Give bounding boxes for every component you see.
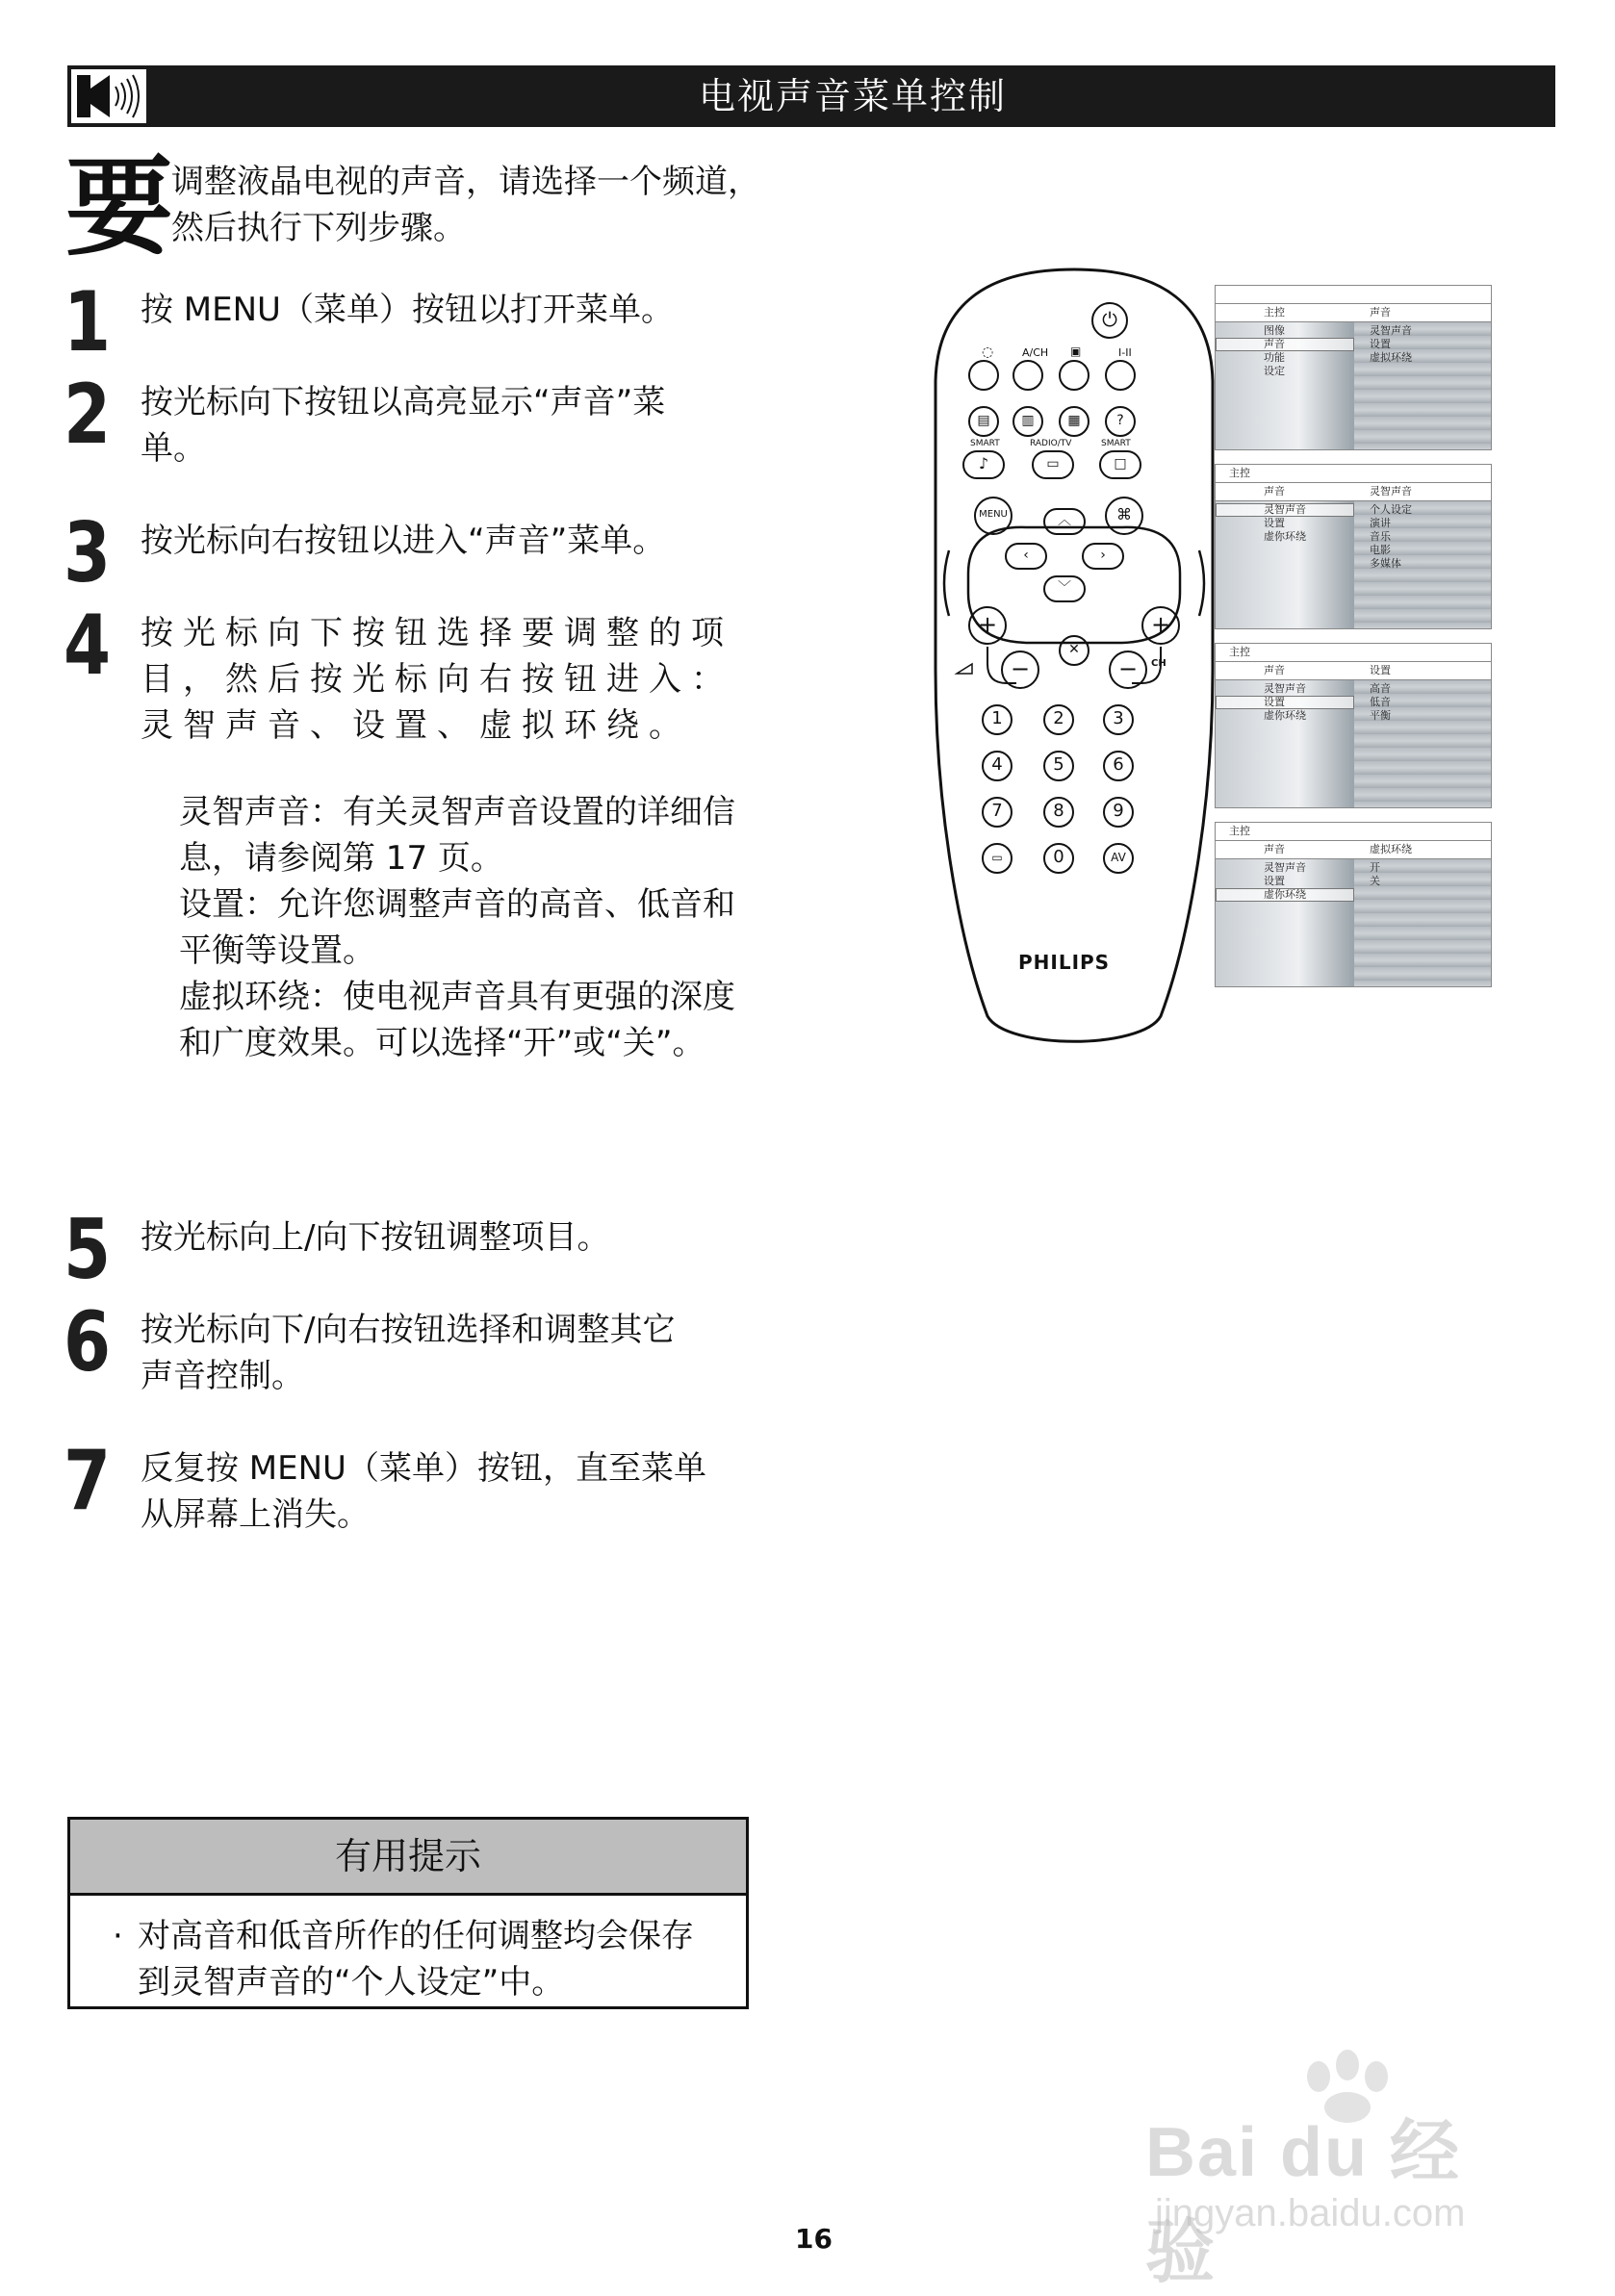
menu-topbar: 主控 — [1216, 465, 1491, 483]
subnote-virtual-surround: 虚拟环绕：使电视声音具有更强的深度和广度效果。可以选择“开”或“关”。 — [179, 978, 735, 1062]
step-text: 反复按 MENU（菜单）按钮，直至菜单 从屏幕上消失。 — [141, 1449, 706, 1534]
menu-item: 虚你环绕 — [1264, 888, 1306, 901]
digit-button-0[interactable]: 0 — [1043, 843, 1074, 874]
digit-button-9[interactable]: 9 — [1103, 797, 1134, 828]
menu-item: 设置 — [1264, 517, 1285, 529]
menu-screen-3 — [1215, 643, 1492, 808]
menu-topbar: 主控 — [1216, 823, 1491, 841]
menu-item: 声音 — [1264, 338, 1285, 350]
watermark-brand: Bai du 经验 — [1145, 2114, 1462, 2291]
menu-header — [1216, 304, 1491, 322]
smart-label: SMART — [1101, 439, 1131, 448]
step-text: 按光标向下按钮选择要调整的项 目，然后按光标向右按钮进入： 灵智声音、设置、虚拟环绕。 — [141, 614, 733, 745]
power-button[interactable]: ⏻ — [1091, 302, 1128, 339]
step-text: 按光标向上/向下按钮调整项目。 — [141, 1218, 610, 1257]
cursor-up-button[interactable]: ︿ — [1043, 508, 1086, 535]
tip-box — [67, 1817, 749, 2009]
menu-screen-1 — [1215, 285, 1492, 450]
ach-label: A/CH — [1022, 346, 1049, 359]
step-number: 3 — [64, 505, 112, 601]
cursor-right-button[interactable]: › — [1082, 543, 1124, 570]
smart-picture-button[interactable]: □ — [1099, 450, 1141, 479]
menu-item: 设置 — [1264, 875, 1285, 887]
digit-button-6[interactable]: 6 — [1103, 751, 1134, 781]
fullscreen-button[interactable]: ⌘ — [1105, 497, 1143, 535]
menu-item: 灵智声音 — [1264, 861, 1306, 874]
smart-label: SMART — [970, 439, 1000, 448]
remote-control-illustration — [930, 266, 1218, 1060]
digit-button-2[interactable]: 2 — [1043, 704, 1074, 735]
step-text: 按光标向右按钮以进入“声音”菜单。 — [141, 522, 666, 560]
header-bar — [67, 65, 1555, 127]
menu-header-left: 声音 — [1264, 664, 1285, 676]
menu-header — [1216, 483, 1491, 501]
tip-bullet: · — [113, 1917, 123, 1955]
step-number: 2 — [64, 367, 112, 463]
tip-text: 对高音和低音所作的任何调整均会保存到灵智声音的“个人设定”中。 — [138, 1917, 694, 2002]
menu-topbar: 主控 — [1216, 644, 1491, 662]
menu-item: 关 — [1370, 875, 1380, 887]
page-number: 16 — [795, 2223, 833, 2255]
circle-button[interactable] — [1105, 360, 1136, 391]
speaker-icon — [67, 65, 150, 127]
cursor-down-button[interactable]: ﹀ — [1043, 575, 1086, 602]
av-button[interactable]: AV — [1103, 843, 1134, 874]
page-title: 电视声音菜单控制 — [698, 75, 1007, 117]
digit-button-4[interactable]: 4 — [982, 751, 1013, 781]
menu-item: 开 — [1370, 861, 1380, 874]
step-number: 1 — [64, 274, 112, 370]
menu-topbar — [1216, 286, 1491, 304]
cursor-left-button[interactable]: ‹ — [1005, 543, 1047, 570]
menu-item: 平衡 — [1370, 709, 1391, 722]
menu-item: 设置 — [1264, 696, 1285, 708]
smart-sound-button[interactable]: ♪ — [962, 450, 1005, 479]
help-button[interactable]: ? — [1105, 406, 1136, 437]
channel-down-button[interactable]: − — [1109, 651, 1147, 689]
digit-button-5[interactable]: 5 — [1043, 751, 1074, 781]
menu-item: 电影 — [1370, 544, 1391, 556]
menu-highlight — [1216, 338, 1354, 351]
subnote-settings: 设置：允许您调整声音的高音、低音和平衡等设置。 — [179, 885, 735, 970]
menu-item: 灵智声音 — [1264, 503, 1306, 516]
previous-channel-button[interactable]: ▭ — [982, 843, 1013, 874]
radio-tv-button[interactable]: ▭ — [1032, 450, 1074, 479]
menu-item: 设置 — [1370, 338, 1391, 350]
step-text: 按光标向下按钮以高亮显示“声音”菜 单。 — [141, 383, 666, 468]
digit-button-7[interactable]: 7 — [982, 797, 1013, 828]
watermark — [1145, 2048, 1530, 2291]
watermark-url: jingyan.baidu.com — [1155, 2192, 1466, 2234]
text-button[interactable]: ▦ — [1059, 406, 1089, 437]
step-number: 5 — [64, 1202, 112, 1298]
menu-header-right: 设置 — [1370, 664, 1391, 676]
digit-button-1[interactable]: 1 — [982, 704, 1013, 735]
menu-item: 设定 — [1264, 365, 1285, 377]
i-ii-label: I-II — [1118, 346, 1132, 359]
digit-button-8[interactable]: 8 — [1043, 797, 1074, 828]
radio-tv-label: RADIO/TV — [1030, 439, 1072, 448]
step-number: 4 — [64, 598, 112, 694]
volume-down-button[interactable]: − — [1001, 651, 1039, 689]
sleep-icon: ◌ — [982, 344, 994, 360]
menu-header-right: 虚拟环绕 — [1370, 843, 1412, 855]
menu-item: 演讲 — [1370, 517, 1391, 529]
menu-highlight — [1216, 696, 1354, 709]
menu-screen-4 — [1215, 822, 1492, 987]
menu-header-left: 声音 — [1264, 485, 1285, 497]
brand-logo: PHILIPS — [1018, 951, 1111, 974]
menu-item: 多媒体 — [1370, 557, 1401, 570]
intro-text: 调整液晶电视的声音，请选择一个频道，然后执行下列步骤。 — [171, 163, 760, 247]
screen-format-icon: ▣ — [1070, 344, 1082, 358]
step-text: 按光标向下/向右按钮选择和调整其它 声音控制。 — [141, 1311, 676, 1395]
menu-header — [1216, 841, 1491, 859]
menu-header-left: 主控 — [1264, 306, 1285, 319]
circle-button[interactable] — [1059, 360, 1089, 391]
menu-item: 功能 — [1264, 351, 1285, 364]
menu-header-left: 声音 — [1264, 843, 1285, 855]
menu-header-right: 声音 — [1370, 306, 1391, 319]
circle-button[interactable] — [1013, 360, 1043, 391]
intro-dropcap: 要 — [65, 145, 173, 270]
step-number: 6 — [64, 1294, 112, 1390]
menu-item: 灵智声音 — [1264, 682, 1306, 695]
step-number: 7 — [64, 1433, 112, 1529]
menu-item: 灵智声音 — [1370, 324, 1412, 337]
menu-screen-2 — [1215, 464, 1492, 629]
menu-item: 低音 — [1370, 696, 1391, 708]
step-text: 按 MENU（菜单）按钮以打开菜单。 — [141, 291, 674, 329]
tip-body — [70, 1896, 746, 2005]
teletext-button[interactable]: ▤ — [968, 406, 999, 437]
menu-item: 个人设定 — [1370, 503, 1412, 516]
mute-button[interactable]: ✕ — [1059, 635, 1089, 666]
digit-button-3[interactable]: 3 — [1103, 704, 1134, 735]
subnotes — [179, 789, 756, 1066]
menu-header-right: 灵智声音 — [1370, 485, 1412, 497]
menu-item: 虚你环绕 — [1264, 530, 1306, 543]
ch-label: CH — [1151, 658, 1166, 669]
menu-button[interactable]: MENU — [974, 497, 1013, 535]
menu-item: 虚你环绕 — [1264, 709, 1306, 722]
tip-title: 有用提示 — [70, 1820, 746, 1896]
menu-item: 音乐 — [1370, 530, 1391, 543]
volume-up-button[interactable]: + — [968, 606, 1007, 645]
circle-button[interactable] — [968, 360, 999, 391]
subnote-smart-sound: 灵智声音：有关灵智声音设置的详细信息，请参阅第 17 页。 — [179, 793, 735, 878]
menu-item: 图像 — [1264, 324, 1285, 337]
menu-item: 虚拟环绕 — [1370, 351, 1412, 364]
channel-up-button[interactable]: + — [1141, 606, 1180, 645]
mix-button[interactable]: ▥ — [1013, 406, 1043, 437]
menu-item: 高音 — [1370, 682, 1391, 695]
menu-header — [1216, 662, 1491, 680]
